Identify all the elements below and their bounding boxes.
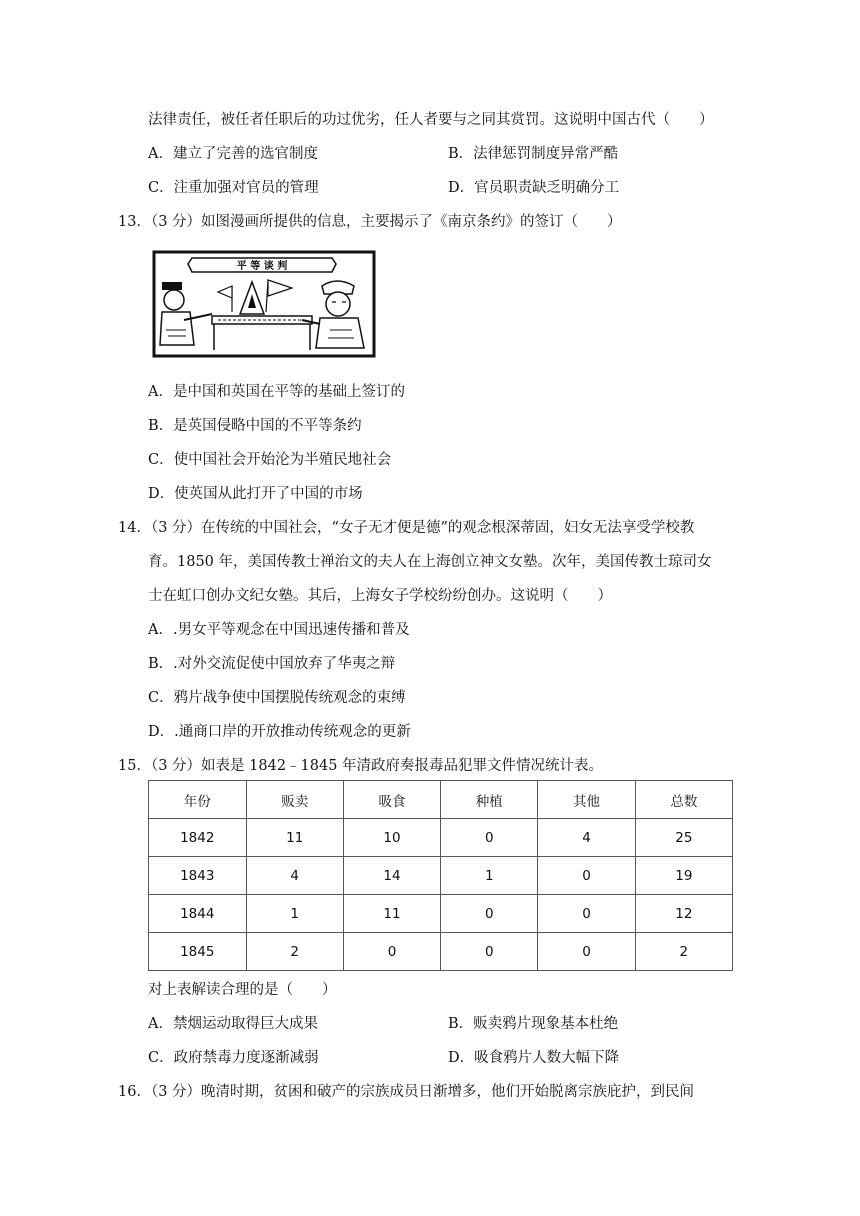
table-header-cell: 贩卖 xyxy=(246,781,343,819)
table-header-cell: 种植 xyxy=(441,781,538,819)
table-cell: 0 xyxy=(441,895,538,933)
table-cell: 0 xyxy=(538,933,635,971)
table-cell: 0 xyxy=(538,857,635,895)
table-cell: 1845 xyxy=(149,933,247,971)
q15-option-c: C．政府禁毒力度逐渐减弱 xyxy=(148,1050,319,1066)
q13-cartoon-banner: 平 等 谈 判 xyxy=(236,261,288,272)
q16-stem: 16．（3 分）晚清时期，贫困和破产的宗族成员日渐增多，他们开始脱离宗族庇护，到民间 xyxy=(118,1084,695,1100)
q13-cartoon-image xyxy=(152,250,376,358)
table-cell: 1842 xyxy=(149,819,247,857)
q14-option-a: A．.男女平等观念在中国迅速传播和普及 xyxy=(148,622,410,638)
q14-option-d: D．.通商口岸的开放推动传统观念的更新 xyxy=(148,724,411,740)
table-cell: 0 xyxy=(538,895,635,933)
table-cell: 4 xyxy=(246,857,343,895)
table-cell: 11 xyxy=(343,895,440,933)
table-cell: 19 xyxy=(635,857,732,895)
q13-option-d: D．使英国从此打开了中国的市场 xyxy=(148,486,363,502)
table-cell: 2 xyxy=(635,933,732,971)
table-row xyxy=(149,895,733,933)
q15-option-a: A．禁烟运动取得巨大成果 xyxy=(148,1016,318,1032)
table-cell: 1844 xyxy=(149,895,247,933)
table-cell: 0 xyxy=(441,819,538,857)
table-header-cell: 年份 xyxy=(149,781,247,819)
table-header-cell: 总数 xyxy=(635,781,732,819)
q13-option-c: C．使中国社会开始沦为半殖民地社会 xyxy=(148,452,392,468)
table-cell: 1 xyxy=(441,857,538,895)
table-row xyxy=(149,819,733,857)
table-cell: 2 xyxy=(246,933,343,971)
table-row xyxy=(149,857,733,895)
table-cell: 10 xyxy=(343,819,440,857)
table-header-cell: 其他 xyxy=(538,781,635,819)
table-cell: 1843 xyxy=(149,857,247,895)
q12-stem-continuation: 法律责任，被任者任职后的功过优劣，任人者要与之同其赏罚。这说明中国古代（ ） xyxy=(148,112,714,128)
q14-stem-line2: 育。1850 年，美国传教士禅治文的夫人在上海创立神文女塾。次年，美国传教士琼司女 xyxy=(148,554,712,570)
table-row xyxy=(149,933,733,971)
q15-question: 对上表解读合理的是（ ） xyxy=(148,982,337,998)
table-cell: 12 xyxy=(635,895,732,933)
q13-stem: 13．（3 分）如图漫画所提供的信息，主要揭示了《南京条约》的签订（ ） xyxy=(118,214,622,230)
table-header-cell: 吸食 xyxy=(343,781,440,819)
table-cell: 0 xyxy=(343,933,440,971)
q15-statistics-table xyxy=(148,780,733,971)
q15-option-b: B．贩卖鸦片现象基本杜绝 xyxy=(448,1016,619,1032)
table-cell: 11 xyxy=(246,819,343,857)
q14-stem-line1: 14．（3 分）在传统的中国社会，“女子无才便是德”的观念根深蒂固，妇女无法享受学校教 xyxy=(118,520,695,536)
table-cell: 4 xyxy=(538,819,635,857)
table-header-row xyxy=(149,781,733,819)
q15-stem: 15．（3 分）如表是 1842﹣1845 年清政府奏报毒品犯罪文件情况统计表。 xyxy=(118,758,604,774)
table-cell: 1 xyxy=(246,895,343,933)
q12-option-d: D．官员职责缺乏明确分工 xyxy=(448,180,620,196)
q13-option-b: B．是英国侵略中国的不平等条约 xyxy=(148,418,362,434)
q12-option-c: C．注重加强对官员的管理 xyxy=(148,180,319,196)
q14-option-b: B．.对外交流促使中国放弃了华夷之辩 xyxy=(148,656,396,672)
q14-stem-line3: 士在虹口创办文纪女塾。其后，上海女子学校纷纷创办。这说明（ ） xyxy=(148,588,612,604)
table-cell: 0 xyxy=(441,933,538,971)
q14-option-c: C．鸦片战争使中国摆脱传统观念的束缚 xyxy=(148,690,406,706)
table-cell: 14 xyxy=(343,857,440,895)
q12-option-a: A．建立了完善的选官制度 xyxy=(148,146,318,162)
q15-option-d: D．吸食鸦片人数大幅下降 xyxy=(448,1050,620,1066)
q13-option-a: A．是中国和英国在平等的基础上签订的 xyxy=(148,384,405,400)
table-cell: 25 xyxy=(635,819,732,857)
q12-option-b: B．法律惩罚制度异常严酷 xyxy=(448,146,619,162)
